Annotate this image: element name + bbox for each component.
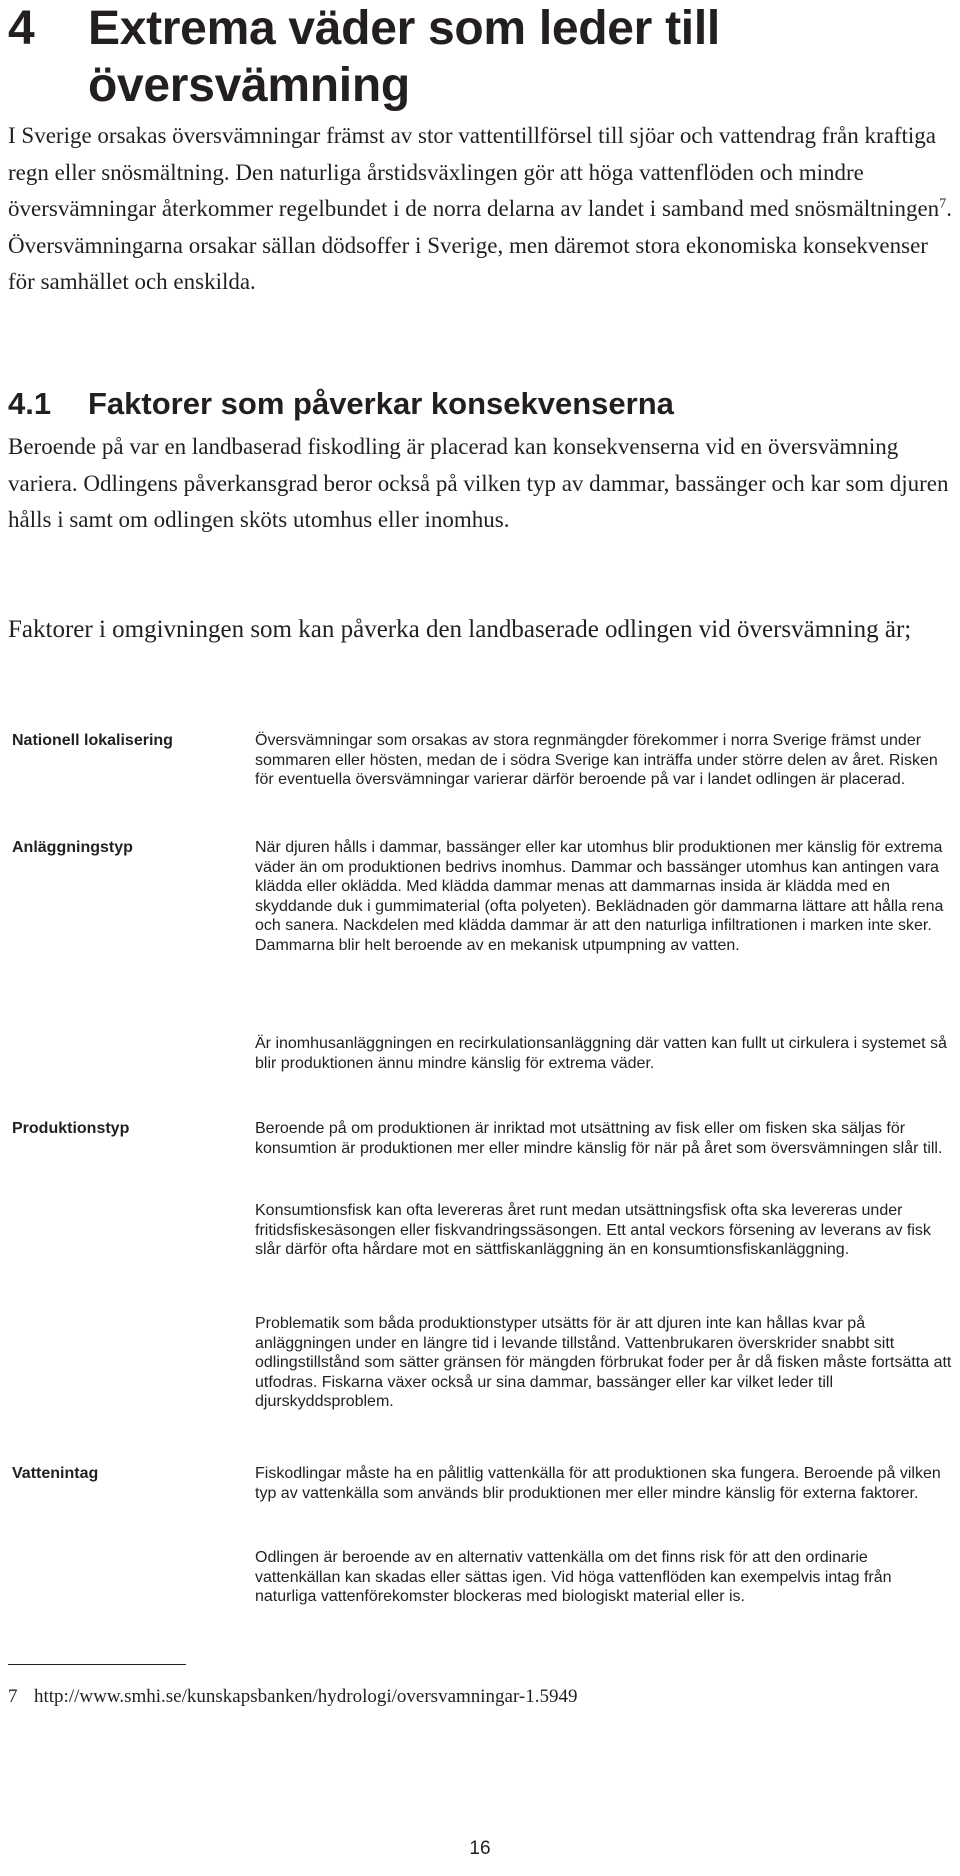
footnote-reference[interactable]: 7 [939, 196, 947, 212]
footnote-number: 7 [8, 1686, 18, 1707]
section-heading [8, 384, 948, 424]
factor-desc-produktionstyp-p1: Beroende på om produktionen är inriktad mot utsättning av fisk eller om fisken ska säljas för konsumtion är produktionen mer eller mindre känslig för när på året som översvämningen slår till. [255, 1120, 943, 1157]
footnote-divider [8, 1664, 186, 1665]
section-paragraph: Beroende på var en landbaserad fiskodling är placerad kan konsekvenserna vid en översvämning variera. Odlingens påverkansgrad beror också på vilken typ av dammar, bassänger och kar som djuren hålls i samt om odlingen sköts utomhus eller inomhus. [8, 434, 949, 532]
intro-paragraph [8, 118, 953, 301]
factor-desc-anlaggningstyp-p2: Är inomhusanläggningen en recirkulationsanläggning där vatten kan fullt ut cirkulera i systemet så blir produktionen ännu mindre känslig för extrema väder. [255, 1035, 947, 1072]
factor-desc-vattenintag-p2: Odlingen är beroende av en alternativ vattenkälla om det finns risk för att den ordinarie vattenkällan kan skadas eller sättas igen. Vid höga vattenflöden kan exempelvis intag från naturliga vattenförekomster blockeras med biologiskt material eller is. [255, 1549, 892, 1606]
factor-desc-anlaggningstyp-p1: När djuren hålls i dammar, bassänger eller kar utomhus blir produktionen mer känslig för extrema väder än om produktionen bedrivs inomhus. Dammar och bassänger utomhus kan antingen vara klädda eller oklädda. Med klädda dammar menas att dammarnas insida är klädda med en skyddande duk i gummimaterial (ofta polyeten). Beklädnaden gör dammarna lättare att hålla rena och sanera. Nackdelen med klädda dammar är att den naturliga infiltrationen i marken inte sker. Dammarna blir helt beroende av en mekanisk utpumpning av vatten. [255, 839, 944, 954]
intro-text-part2: . Översvämningarna orsakar sällan dödsoffer i Sverige, men däremot stora ekonomiska konsekvenser för samhället och enskilda. [8, 196, 952, 294]
chapter-heading [8, 0, 948, 114]
section-number: 4.1 [8, 386, 52, 421]
chapter-title: Extrema väder som leder till översvämning [88, 2, 720, 112]
footnote-link[interactable]: http://www.smhi.se/kunskapsbanken/hydrologi/oversvamningar-1.5949 [34, 1686, 578, 1707]
factor-label-nationell-lokalisering: Nationell lokalisering [12, 732, 173, 749]
chapter-number: 4 [8, 2, 35, 55]
page-number: 16 [469, 1838, 491, 1859]
factor-label-produktionstyp: Produktionstyp [12, 1120, 130, 1137]
factor-desc-vattenintag-p1: Fiskodlingar måste ha en pålitlig vattenkälla för att produktionen ska fungera. Beroende på vilken typ av vattenkälla som används blir produktionen mer eller mindre känslig för externa faktorer. [255, 1465, 941, 1502]
section-title: Faktorer som påverkar konsekvenserna [88, 386, 674, 421]
factor-label-vattenintag: Vattenintag [12, 1465, 99, 1482]
factor-desc-produktionstyp-p3: Problematik som båda produktionstyper utsätts för är att djuren inte kan hållas kvar på anläggningen under en längre tid i levande tillstånd. Vattenbrukaren överskrider snabbt sitt odlingstillstånd som sätter gränsen för mängden förbrukat foder per år då fisken måste fortsätta att utfodras. Fiskarna växer också ur sina dammar, bassänger eller kar vilket leder till djurskyddsproblem. [255, 1315, 952, 1411]
factor-desc-produktionstyp-p2: Konsumtionsfisk kan ofta levereras året runt medan utsättningsfisk ofta ska levereras under fritidsfiskesäsongen eller fiskvandringssäsongen. Ett antal veckors försening av leverans av fisk slår därför ofta hårdare mot en sättfiskanläggning än en konsumtionsfiskanläggning. [255, 1202, 931, 1259]
intro-text-part1: I Sverige orsakas översvämningar främst av stor vattentillförsel till sjöar och vattendrag från kraftiga regn eller snösmältning. Den naturliga årstidsväxlingen gör att höga vattenflöden och mindre översvämningar återkommer regelbundet i de norra delarna av landet i samband med snösmältningen [8, 123, 940, 221]
footnote [8, 1685, 908, 1709]
factor-desc-nationell-lokalisering: Översvämningar som orsakas av stora regnmängder förekommer i norra Sverige främst under sommaren eller hösten, medan de i södra Sverige kan inträffa under större delen av året. Risken för eventuella översvämningar varierar därför beroende på var i landet odlingen är placerad. [255, 732, 938, 789]
factor-label-anlaggningstyp: Anläggningstyp [12, 839, 133, 856]
factors-intro: Faktorer i omgivningen som kan påverka den landbaserade odlingen vid översvämning är; [8, 616, 912, 643]
